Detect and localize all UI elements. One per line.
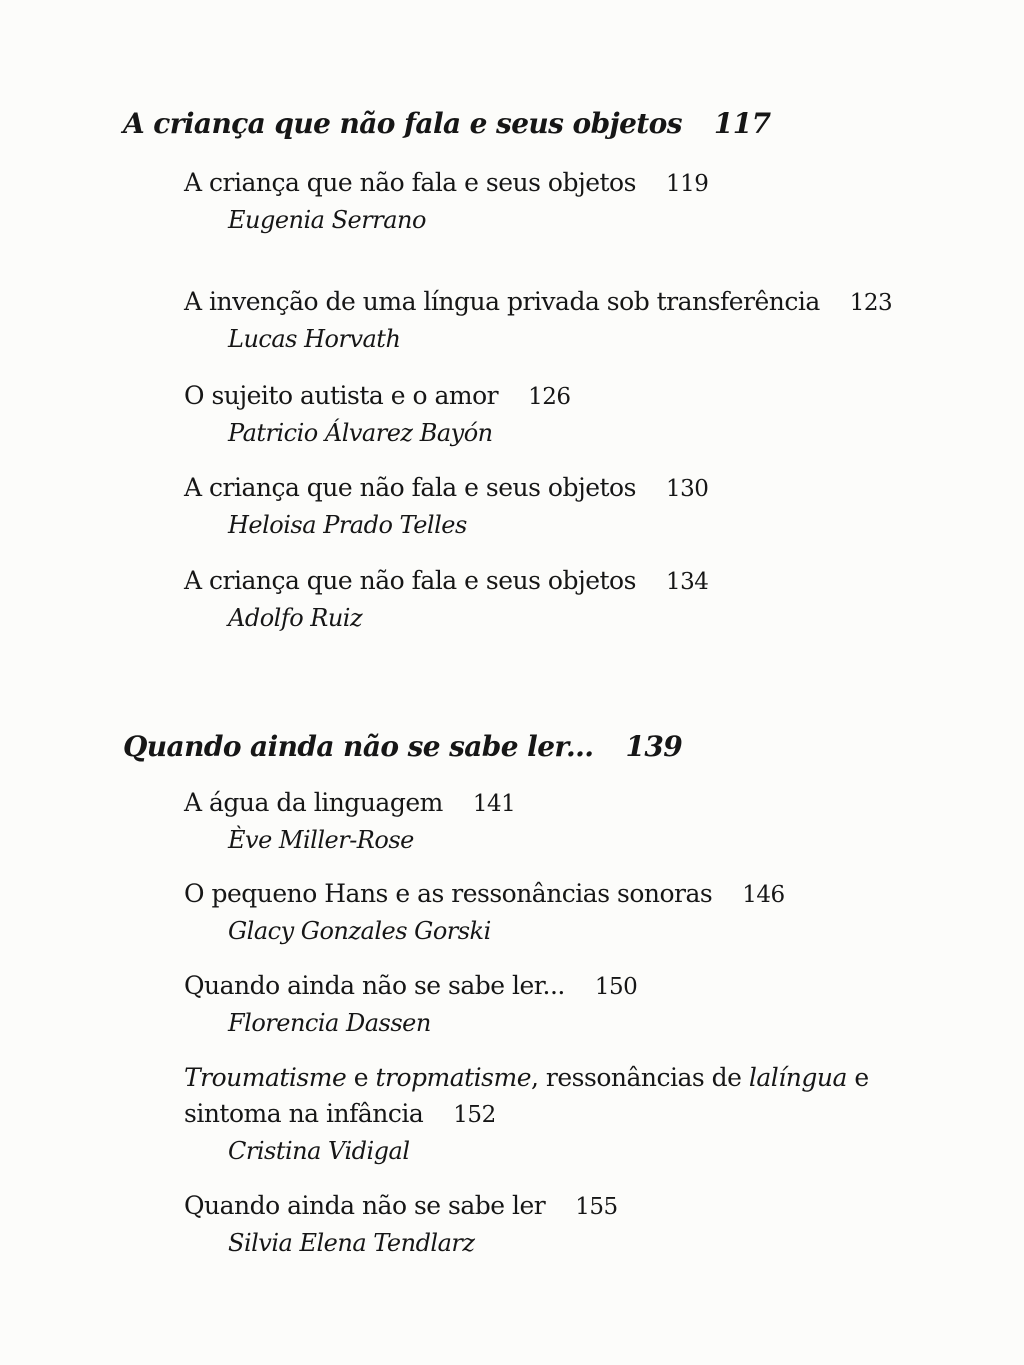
entry-title-first-line <box>184 1060 904 1096</box>
entry-title-line <box>184 563 904 600</box>
toc-entry[interactable] <box>184 1060 904 1170</box>
entry-page-number: 126 <box>528 384 571 410</box>
entry-author: Heloisa Prado Telles <box>228 511 467 539</box>
entry-page-number: 146 <box>742 882 785 908</box>
entry-author: Eugenia Serrano <box>228 206 426 234</box>
entry-title-line <box>184 1060 904 1133</box>
entry-page-number: 119 <box>665 171 709 197</box>
entry-title: Quando ainda não se sabe ler... <box>184 971 565 1000</box>
entry-title-line <box>184 470 904 507</box>
section-page-number: 139 <box>625 730 683 763</box>
entry-page-number: 141 <box>472 791 516 817</box>
entry-author: Lucas Horvath <box>228 325 401 353</box>
toc-entry[interactable] <box>184 1188 904 1262</box>
entry-title-line <box>184 378 904 415</box>
entry-title: O sujeito autista e o amor <box>184 381 499 410</box>
entry-author: Adolfo Ruiz <box>228 604 363 632</box>
entry-title-part: Troumatisme <box>184 1063 347 1092</box>
entry-title: A água da linguagem <box>184 788 443 817</box>
toc-entry[interactable] <box>184 563 904 637</box>
entry-author: Silvia Elena Tendlarz <box>228 1229 475 1257</box>
entry-title: A criança que não fala e seus objetos <box>184 168 636 197</box>
entry-page-number: 155 <box>575 1194 618 1220</box>
entry-author: Ève Miller-Rose <box>228 826 414 854</box>
toc-entry[interactable] <box>184 968 904 1042</box>
entry-page-number: 130 <box>665 476 709 502</box>
entry-title-second-line <box>184 1096 904 1133</box>
entry-title-part: sintoma na infância <box>184 1099 424 1128</box>
toc-entry[interactable] <box>184 470 904 544</box>
entry-title: A invenção de uma língua privada sob transferência <box>184 287 820 316</box>
section-heading <box>123 106 771 142</box>
entry-title-part: , ressonâncias de <box>531 1063 749 1092</box>
entry-page-number: 150 <box>594 974 638 1000</box>
section-heading <box>123 729 682 765</box>
entry-title: A criança que não fala e seus objetos <box>184 566 636 595</box>
entry-author: Glacy Gonzales Gorski <box>228 917 491 945</box>
entry-title-part: e <box>346 1063 376 1092</box>
section-title: A criança que não fala e seus objetos <box>123 107 682 140</box>
entry-title-line <box>184 876 904 913</box>
toc-entry[interactable] <box>184 876 904 950</box>
toc-entry[interactable] <box>184 165 904 239</box>
entry-author: Patricio Álvarez Bayón <box>228 419 493 447</box>
toc-entry[interactable] <box>184 785 904 859</box>
entry-page-number: 152 <box>453 1102 496 1128</box>
entry-page-number: 123 <box>849 290 893 316</box>
toc-entry[interactable] <box>184 284 904 358</box>
entry-title-line <box>184 165 904 202</box>
entry-author: Cristina Vidigal <box>228 1137 410 1165</box>
section-title: Quando ainda não se sabe ler... <box>123 730 594 763</box>
section-page-number: 117 <box>713 107 771 140</box>
entry-author: Florencia Dassen <box>228 1009 431 1037</box>
entry-title-part: tropmatisme <box>375 1063 532 1092</box>
entry-title-line <box>184 284 904 321</box>
entry-title: A criança que não fala e seus objetos <box>184 473 636 502</box>
entry-title-line <box>184 1188 904 1225</box>
toc-entry[interactable] <box>184 378 904 452</box>
entry-title: O pequeno Hans e as ressonâncias sonoras <box>184 879 713 908</box>
entry-title-line <box>184 968 904 1005</box>
entry-title-part: lalíngua <box>748 1063 847 1092</box>
entry-page-number: 134 <box>665 569 709 595</box>
entry-title-part: e <box>846 1063 869 1092</box>
entry-title-line <box>184 785 904 822</box>
entry-title: Quando ainda não se sabe ler <box>184 1191 546 1220</box>
